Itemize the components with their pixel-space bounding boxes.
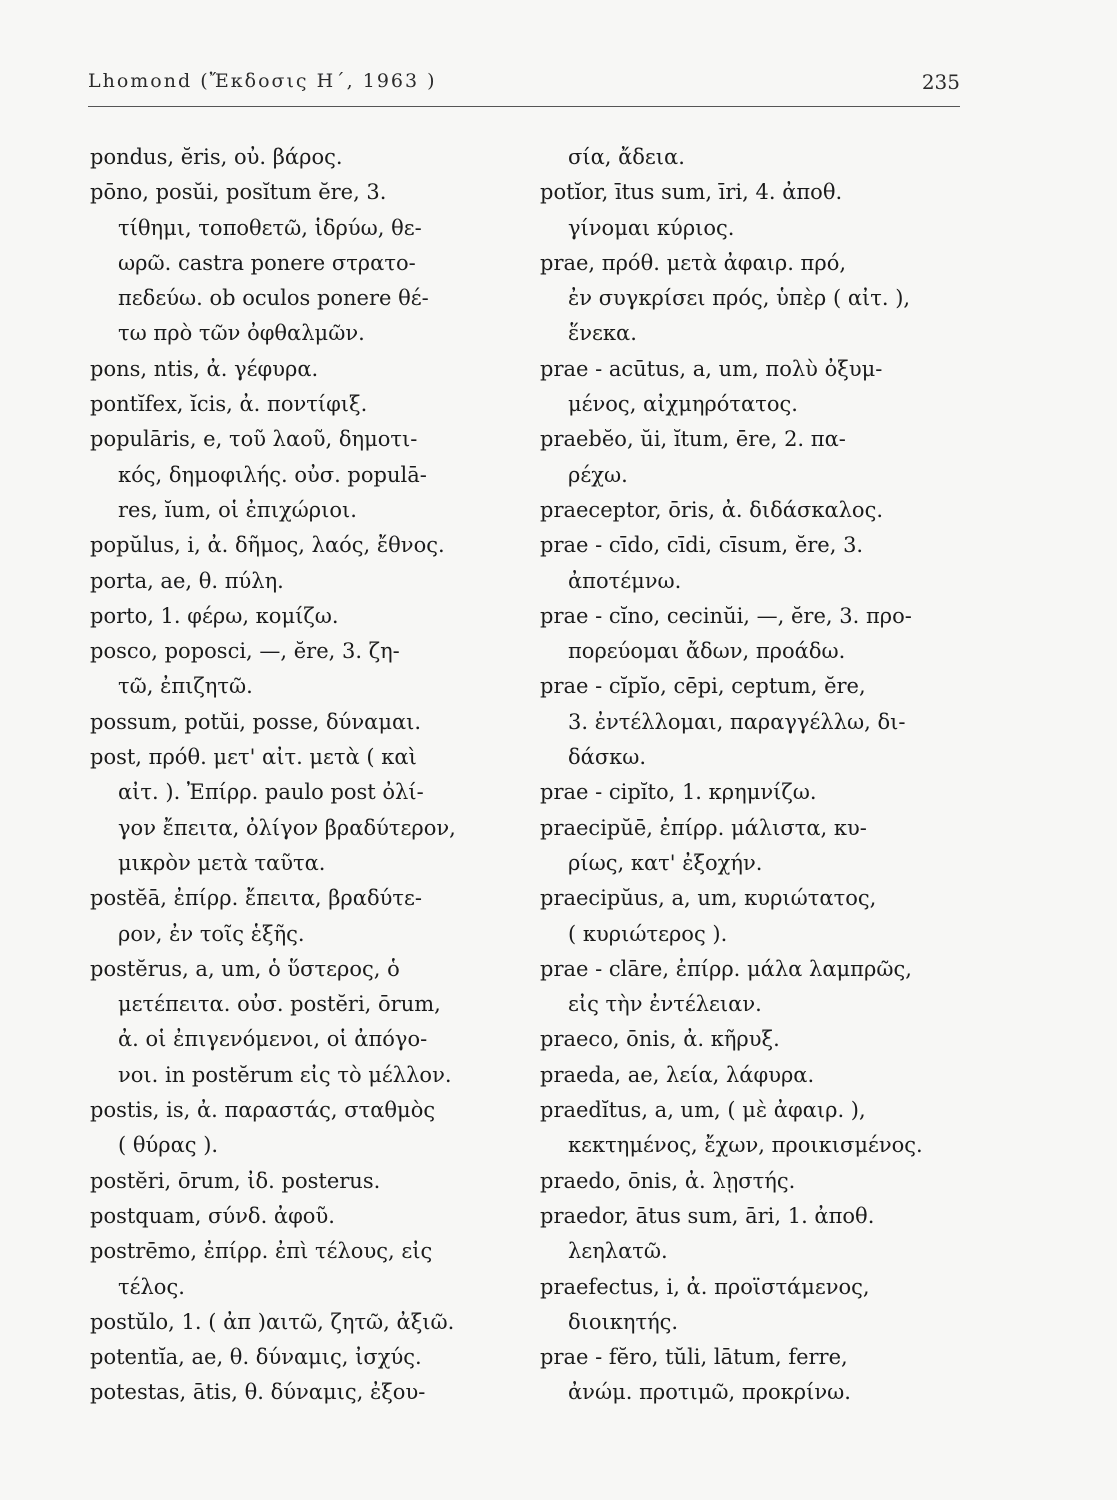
dictionary-line: potĭor, ītus sum, īri, 4. ἀποθ. — [540, 180, 843, 205]
dictionary-line: διοικητής. — [568, 1309, 679, 1334]
dictionary-line: μικρὸν μετὰ ταῦτα. — [118, 850, 326, 875]
dictionary-line: κεκτημένος, ἔχων, προικισμένος. — [568, 1133, 923, 1158]
dictionary-line: res, ĭum, οἱ ἐπιχώριοι. — [118, 497, 357, 522]
page-number: 235 — [921, 70, 960, 94]
dictionary-line: prae - cĭpĭo, cēpi, ceptum, ĕre, — [540, 674, 866, 699]
dictionary-line: praebĕo, ŭi, ĭtum, ēre, 2. πα- — [540, 427, 846, 452]
dictionary-line: prae - cĭno, cecinŭi, —, ĕre, 3. προ- — [540, 603, 912, 628]
dictionary-line: ρέχω. — [568, 462, 628, 487]
dictionary-line: popŭlus, i, ἀ. δῆμος, λαός, ἔθνος. — [90, 533, 445, 558]
dictionary-line: praedĭtus, a, um, ( μὲ ἀφαιρ. ), — [540, 1098, 866, 1123]
dictionary-line: praedor, ātus sum, āri, 1. ἀποθ. — [540, 1203, 875, 1228]
dictionary-line: ( κυριώτερος ). — [568, 921, 728, 946]
dictionary-line: μένος, αἰχμηρότατος. — [568, 392, 798, 417]
dictionary-line: potentĭa, ae, θ. δύναμις, ἰσχύς. — [90, 1345, 422, 1370]
dictionary-line: pons, ntis, ἀ. γέφυρα. — [90, 356, 319, 381]
dictionary-line: pōno, posŭi, posĭtum ĕre, 3. — [90, 180, 387, 205]
dictionary-line: ρίως, κατ' ἐξοχήν. — [568, 850, 763, 875]
dictionary-line: postŭlo, 1. ( ἀπ )αιτῶ, ζητῶ, ἀξιῶ. — [90, 1309, 455, 1334]
left-column — [90, 140, 530, 1411]
right-column — [540, 140, 972, 1411]
dictionary-line: γίνομαι κύριος. — [568, 215, 735, 240]
dictionary-line: populāris, e, τοῦ λαοῦ, δημοτι- — [90, 427, 418, 452]
dictionary-line: potestas, ātis, θ. δύναμις, ἐξου- — [90, 1380, 426, 1405]
dictionary-line: pondus, ĕris, οὐ. βάρος. — [90, 145, 343, 169]
dictionary-line: porta, ae, θ. πύλη. — [90, 568, 284, 593]
header-rule — [88, 106, 960, 107]
dictionary-line: τίθημι, τοποθετῶ, ἱδρύω, θε- — [118, 215, 422, 240]
dictionary-line: posco, poposci, —, ĕre, 3. ζη- — [90, 639, 400, 664]
dictionary-line: postquam, σύνδ. ἀφοῦ. — [90, 1203, 335, 1228]
dictionary-line: γον ἔπειτα, ὀλίγον βραδύτερον, — [118, 815, 456, 840]
dictionary-line: praeda, ae, λεία, λάφυρα. — [540, 1062, 815, 1087]
dictionary-line: ἀνώμ. προτιμῶ, προκρίνω. — [568, 1380, 851, 1405]
dictionary-line: prae - cipĭto, 1. κρημνίζω. — [540, 780, 817, 805]
dictionary-line: praedo, ōnis, ἀ. λῃστής. — [540, 1168, 796, 1193]
dictionary-line: praecipŭus, a, um, κυριώτατος, — [540, 886, 877, 911]
dictionary-line: πεδεύω. ob oculos ponere θέ- — [118, 286, 429, 311]
dictionary-line: prae - cīdo, cīdi, cīsum, ĕre, 3. — [540, 533, 864, 558]
dictionary-line: post, πρόθ. μετ' αἰτ. μετὰ ( καὶ — [90, 745, 417, 770]
dictionary-line: τῶ, ἐπιζητῶ. — [118, 674, 253, 699]
dictionary-line: postĕā, ἐπίρρ. ἔπειτα, βραδύτε- — [90, 886, 422, 911]
dictionary-line: 3. ἐντέλλομαι, παραγγέλλω, δι- — [568, 709, 906, 734]
dictionary-line: prae - fĕro, tŭli, lātum, ferre, — [540, 1345, 848, 1370]
dictionary-line: ἐν συγκρίσει πρός, ὑπὲρ ( αἰτ. ), — [568, 286, 911, 311]
dictionary-line: πορεύομαι ἄδων, προάδω. — [568, 639, 846, 664]
dictionary-line: praecipŭē, ἐπίρρ. μάλιστα, κυ- — [540, 815, 867, 840]
dictionary-line: praeceptor, ōris, ἀ. διδάσκαλος. — [540, 497, 884, 522]
dictionary-line: σία, ἄδεια. — [568, 145, 685, 169]
dictionary-line: ἀποτέμνω. — [568, 568, 682, 593]
dictionary-line: εἰς τὴν ἐντέλειαν. — [568, 992, 762, 1017]
dictionary-line: ρον, ἐν τοῖς ἑξῆς. — [118, 921, 305, 946]
dictionary-line: μετέπειτα. οὐσ. postĕri, ōrum, — [118, 992, 441, 1017]
dictionary-line: prae - acūtus, a, um, πολὺ ὀξυμ- — [540, 356, 883, 381]
dictionary-line: νοι. in postĕrum εἰς τὸ μέλλον. — [118, 1062, 452, 1087]
dictionary-line: postĕrus, a, um, ὁ ὕστερος, ὁ — [90, 956, 400, 981]
dictionary-line: prae, πρόθ. μετὰ ἀφαιρ. πρό, — [540, 250, 847, 275]
dictionary-line: porto, 1. φέρω, κομίζω. — [90, 603, 339, 628]
dictionary-line: αἰτ. ). Ἐπίρρ. paulo post ὀλί- — [118, 780, 424, 805]
dictionary-line: δάσκω. — [568, 745, 647, 770]
dictionary-line: praeco, ōnis, ἀ. κῆρυξ. — [540, 1027, 780, 1052]
dictionary-line: possum, potŭi, posse, δύναμαι. — [90, 709, 422, 734]
dictionary-line: postrēmo, ἐπίρρ. ἐπὶ τέλους, εἰς — [90, 1239, 433, 1264]
dictionary-line: τω πρὸ τῶν ὀφθαλμῶν. — [118, 321, 365, 346]
dictionary-line: λεηλατῶ. — [568, 1239, 668, 1264]
dictionary-line: τέλος. — [118, 1274, 185, 1299]
dictionary-line: κός, δημοφιλής. οὐσ. populā- — [118, 462, 427, 487]
dictionary-line: prae - clāre, ἐπίρρ. μάλα λαμπρῶς, — [540, 956, 912, 981]
dictionary-line: ἀ. οἱ ἐπιγενόμενοι, οἱ ἀπόγο- — [118, 1027, 428, 1052]
dictionary-line: ἕνεκα. — [568, 321, 637, 346]
dictionary-line: postis, is, ἀ. παραστάς, σταθμὸς — [90, 1098, 436, 1123]
running-head: Lhomond (Ἔκδοσις Η΄, 1963 ) — [88, 70, 437, 92]
dictionary-line: ( θύρας ). — [118, 1133, 219, 1158]
dictionary-line: pontĭfex, ĭcis, ἀ. ποντίφιξ. — [90, 392, 368, 417]
page-header — [88, 66, 960, 106]
dictionary-line: praefectus, i, ἀ. προϊστάμενος, — [540, 1274, 870, 1299]
dictionary-line: ωρῶ. castra ponere στρατο- — [118, 250, 416, 275]
dictionary-line: postĕri, ōrum, ἰδ. posterus. — [90, 1168, 381, 1193]
